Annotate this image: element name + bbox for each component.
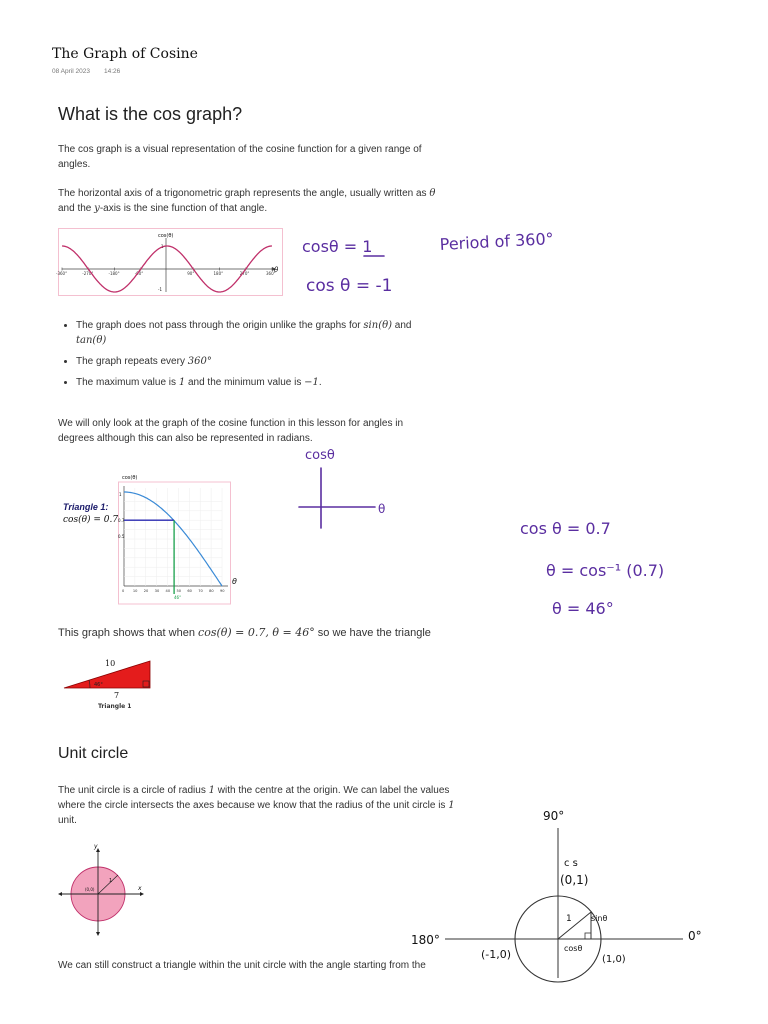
hand-circle-sin-label: sinθ [591,914,608,923]
bullet-repeats [76,354,460,369]
paragraph-degrees: We will only look at the graph of the cosine function in this lesson for angles in degrees although this can also be represented in radians. [58,418,404,444]
cos-graph-tick-label: -360° [56,271,68,276]
handwritten-axes [295,442,395,534]
paragraph-cos-graph-intro: The cos graph is a visual representation of the cosine function for a given range of angles. [58,144,422,170]
unit-circle-x-label: x [138,885,142,892]
cos-graph-ytick-1: 1 [161,244,164,249]
cos-graph-ytick-neg1: -1 [158,287,162,292]
hand-circle-cos-label: cosθ [564,944,583,953]
handwritten-axes-xlabel: θ [378,502,386,516]
paragraph-graph-shows [58,626,431,639]
bullet-origin-text: The graph does not pass through the origin unlike the graphs for [76,320,361,331]
hand-circle-right-angle [585,933,591,939]
cos-graph-tick-label: 90° [187,271,195,276]
x-tick-label: 80 [209,589,214,593]
theta-46-marker: 46° [174,595,182,600]
hand-circle-left-point: (-1,0) [481,948,512,961]
section-heading-cos-graph: What is the cos graph? [58,104,243,124]
unit-circle-text-b: with the centre at the origin. We can label the values where the circle intersects the axes because we know that the radius of the unit circle is [58,785,450,811]
cos-graph-theta: θ [274,266,279,274]
handwritten-cos-values [300,228,570,300]
triangle1-angle: 46° [94,682,103,688]
unit-circle-radius-label: 1 [109,878,113,884]
x-tick-label: 60 [187,589,192,593]
cos-graph [58,228,283,296]
bullet-max-value: 1 [178,377,186,388]
unit-circle-x-arrow-left [58,892,62,896]
x-tick-label: 0 [122,589,125,593]
hand-circle-0: 0° [688,929,702,943]
cos-graph-facts [60,318,460,396]
x-tick-label: 40 [165,589,171,593]
bullet-period-stop: . [318,377,322,388]
unit-circle-radius-unit: 1 [448,800,455,811]
cos-graph-tick-label: 360° [266,271,276,276]
hand-circle-180: 180° [411,933,440,947]
unit-circle-y-arrow-down [96,932,100,936]
unit-circle-radius-1: 1 [208,785,215,796]
note-period: Period of 360° [439,229,555,254]
unit-circle-text-a: The unit circle is a circle of radius [58,785,206,796]
bullet-origin-sin: sin(θ) [363,320,393,331]
hand-circle-right-point: (1,0) [602,954,626,965]
bullet-max-text: The maximum value is [76,377,177,388]
page-date: 08 April 2023 [52,68,90,75]
x-tick-label: 90 [220,589,225,593]
unit-circle-figure [58,844,150,936]
cos-graph-tick-label: -270° [82,271,94,276]
cos-first-quadrant-theta: θ [232,577,237,586]
bullet-repeats-period: 360° [187,356,212,367]
triangle1-figure [62,654,162,712]
para2-text-c: -axis is the sine function of that angle. [99,203,268,214]
unit-circle-x-arrow [140,892,144,896]
section-heading-unit-circle: Unit circle [58,745,129,762]
x-tick-label: 20 [143,589,149,593]
cos-first-quadrant-graph [118,470,248,605]
shows-text-a: This graph shows that when [58,627,195,639]
cos-graph-tick-label: 270° [239,271,250,276]
cos-graph-tick-label: -90° [134,271,144,276]
shows-equation: cos(θ) = 0.7, θ = 46° [198,626,315,639]
paragraph-horizontal-axis [58,186,448,216]
cos-graph-title: cos(θ) [158,233,174,239]
unit-circle-origin: (0,0) [85,887,95,892]
solution-line-2: θ = cos⁻¹ (0.7) [546,561,665,580]
page-time: 14:26 [104,68,121,75]
unit-circle-y-label: y [94,843,98,850]
x-tick-label: 70 [198,589,203,593]
x-tick-label: 30 [154,589,160,593]
triangle1-label: Triangle 1: [63,502,109,512]
page-title: The Graph of Cosine [52,46,198,62]
bullet-origin-and: and [394,320,412,331]
bullet-min-text: and the minimum value is [187,377,302,388]
hand-circle-top-point: (0,1) [560,873,589,887]
handwritten-axes-ylabel: cosθ [305,448,335,463]
hand-circle-triangle [558,912,591,939]
unit-circle-text-d: unit. [58,815,77,826]
para2-text-b: and the [58,203,92,214]
cos-graph-tick-label: -180° [108,271,120,276]
bullet-max-min [76,375,460,390]
para2-text-a: The horizontal axis of a trigonometric graph represents the angle, usually written as [58,188,427,199]
handwritten-unit-circle [405,800,715,980]
triangle1-caption: Triangle 1 [98,703,132,710]
paragraph-unit-circle [58,783,458,828]
handwritten-solution [518,508,688,620]
note-cos-eq-neg1: cos θ = -1 [306,276,393,296]
cos-graph-tick-label: 180° [213,271,224,276]
para2-theta: θ [429,188,436,199]
bullet-origin-tan: tan(θ) [76,335,107,346]
note-cos-eq-1: cosθ = 1 [302,237,373,256]
bullet-origin [76,318,460,348]
bullet-repeats-text: The graph repeats every [76,356,185,367]
x-tick-label: 10 [132,589,138,593]
hand-circle-top-note: c s [564,858,578,869]
shows-text-c: so we have the triangle [317,627,431,639]
triangle1-hypotenuse: 10 [105,659,116,668]
cos-first-quadrant-ytick-07: 0.7 [118,518,125,523]
solution-line-3: θ = 46° [552,599,614,618]
para2-y: y [94,203,100,214]
hand-circle-radius: 1 [566,914,572,924]
bullet-min-value: −1 [304,377,319,388]
triangle1-adjacent: 7 [114,691,120,700]
hand-circle-90: 90° [543,809,565,823]
cos-first-quadrant-ytick-1: 1 [119,492,122,497]
cos-first-quadrant-title: cos(θ) [122,475,138,481]
paragraph-unit-circle-triangle: We can still construct a triangle within the unit circle with the angle starting from the [58,960,426,971]
x-tick-label: 50 [176,589,182,593]
cos-first-quadrant-ytick-05: 0.5 [118,534,125,539]
triangle1-equation: cos(θ) = 0.7 [63,515,119,525]
solution-line-1: cos θ = 0.7 [520,519,611,538]
